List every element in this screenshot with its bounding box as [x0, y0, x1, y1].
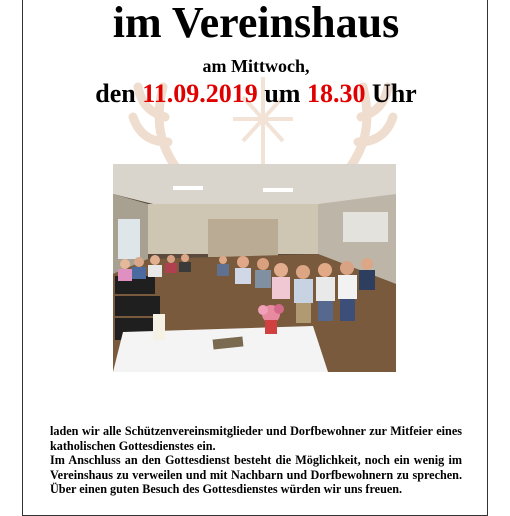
time-prefix: um: [264, 79, 301, 108]
poster-subtitle: am Mittwoch,: [202, 56, 310, 76]
invitation-text: [50, 424, 462, 497]
date-time-line: [23, 80, 488, 108]
gathering-photo-icon: [113, 164, 396, 372]
event-date: 11.09.2019: [142, 79, 258, 108]
time-suffix: Uhr: [371, 79, 417, 108]
paragraph-invitation: laden wir alle Schützenvereinsmitglieder und Dorfbewohner zur Mitfeier eines katholischen Gottesdienstes ein.: [50, 424, 462, 453]
event-time: 18.30: [306, 79, 366, 108]
event-photo: [113, 164, 396, 372]
date-prefix: den: [95, 79, 136, 108]
poster-title: im Vereinshaus: [112, 0, 400, 47]
paragraph-followup: Im Anschluss an den Gottesdienst besteht die Möglichkeit, noch ein wenig im Vereinshaus zu verweilen und mit Nachbarn und Dorfbewohnern zu sprechen. Über einen guten Besuch des Gottesdienstes würden wir uns freuen.: [50, 453, 462, 496]
poster-page: [22, 0, 488, 516]
